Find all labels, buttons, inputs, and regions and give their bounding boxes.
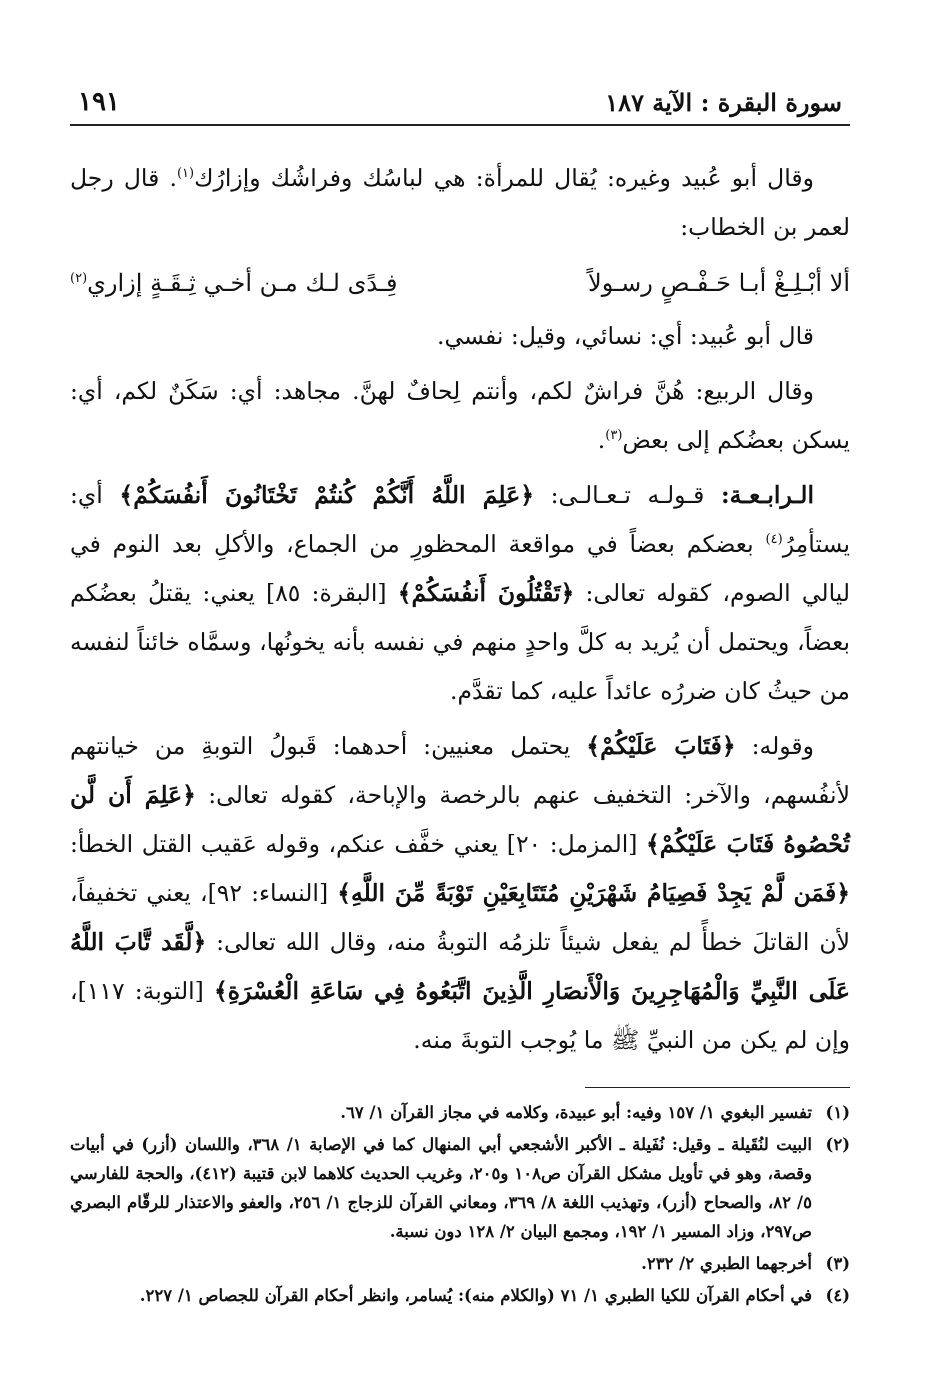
footnote (70, 1130, 850, 1246)
paragraph-4-a: قـولـه تـعـالـى: (550, 481, 705, 509)
paragraph-2 (70, 312, 850, 361)
quran-quote: ﴿لَّقَد تَّابَ اللَّهُ عَلَى النَّبِيِّ وَالْمُهَاجِرِينَ وَالْأَنصَارِ الَّذِينَ اتَّبَعُوهُ فِي سَاعَةِ الْعُسْرَةِ﴾ (70, 928, 850, 1005)
paragraph-4-c: بعضكم بعضاً في مواقعة المحظورِ من الجماع، والأكلِ بعد النوم في ليالي الصوم، كقوله تعالى: (70, 530, 850, 607)
paragraph-1-tail: . قال رجل لعمر بن الخطاب: (70, 164, 850, 241)
verse-second-hemistich: فِـدًى لـك مـن أخـي ثِـقَـةٍ إزاري (87, 269, 398, 297)
footnote-ref-2: (٢) (70, 271, 88, 286)
paragraph-5-c: [المزمل: ٢٠] يعني خفَّف عنكم، وقوله عَقيب القتل الخطأ: (70, 830, 638, 858)
footnote-number: (٣) (825, 1254, 850, 1273)
quran-quote: ﴿عَلِمَ اللَّهُ أَنَّكُمْ كُنتُمْ تَخْتَانُونَ أَنفُسَكُمْ﴾ (119, 481, 535, 509)
paragraph-5 (70, 722, 850, 1065)
book-page (70, 80, 850, 1391)
paragraph-5-a: وقوله: (751, 732, 814, 760)
footnote-number: (٢) (825, 1135, 850, 1154)
footnote (70, 1098, 850, 1127)
footnote-number: (١) (825, 1103, 850, 1122)
paragraph-5-b: يحتمل معنيين: أحدهما: قَبولُ التوبةِ من خيانتهم لأنفُسهم، والآخر: التخفيف عنهم بالرخصة والإباحة، كقوله تعالى: (70, 732, 850, 809)
paragraph-2-text: قال أبو عُبيد: أي: نسائي، وقيل: نفسي. (436, 322, 814, 350)
quran-quote: ﴿تَقْتُلُونَ أَنفُسَكُمْ﴾ (397, 579, 575, 607)
paragraph-4 (70, 471, 850, 716)
quran-quote: ﴿عَلِمَ أَن لَّن تُحْصُوهُ فَتَابَ عَلَيْكُمْ﴾ (70, 781, 850, 858)
footnote-text: في أحكام القرآن للكيا الطبري ١/ ٧١ (والكلام منه): يُسامر، وانظر أحكام القرآن للجصاص ١/ ٢٢٧. (139, 1286, 812, 1305)
paragraph-4-d: [البقرة: ٨٥] يعني: يقتلُ بعضُكم بعضاً، ويحتمل أن يُريد به كلَّ واحدٍ منهم في نفسه بأنه يخونُها، وسمَّاه خائناً لنفسه من حيثُ كان ضررُه عائداً عليه، كما تقدَّم. (70, 579, 850, 705)
footnote (70, 1249, 850, 1278)
paragraph-5-d: [النساء: ٩٢]، يعني تخفيفاً، لأن القاتلَ خطأً لم يفعل شيئاً تلزمُه التوبةُ منه، وقال الله تعالى: (70, 879, 850, 956)
main-text (70, 154, 850, 1065)
paragraph-4-b: أي: يستأمِرُ (70, 481, 850, 558)
footnote-text: أخرجهما الطبري ٢/ ٢٣٢. (641, 1254, 812, 1273)
quran-quote: ﴿فَمَن لَّمْ يَجِدْ فَصِيَامُ شَهْرَيْنِ مُتَتَابِعَيْنِ تَوْبَةً مِّنَ اللَّهِ﴾ (337, 879, 850, 907)
verse-second-hemistich-wrap (70, 258, 398, 308)
running-header (70, 80, 850, 126)
footnote-number: (٤) (825, 1286, 850, 1305)
paragraph-3-tail: . (597, 426, 606, 454)
footnote-ref-3: (٣) (605, 428, 623, 444)
paragraph-1-text: وقال أبو عُبيد وغيره: يُقال للمرأة: هي لباسُك وفراشُك وإزارُك (194, 164, 814, 192)
quran-quote: ﴿فَتَابَ عَلَيْكُمْ﴾ (586, 732, 736, 760)
paragraph-3-text: وقال الربيع: هُنَّ فراشٌ لكم، وأنتم لِحافٌ لهنَّ. مجاهد: أي: سَكَنٌ لكم، أي: يسكن بعضُكم إلى بعض (70, 377, 850, 454)
page-number: ١٩١ (78, 87, 120, 117)
paragraph-5-e: [التوبة: ١١٧]، وإن لم يكن من النبيِّ ﷺ ما يُوجب التوبةَ منه. (70, 977, 850, 1054)
footnote-divider (585, 1087, 850, 1088)
footnote-text: تفسير البغوي ١/ ١٥٧ وفيه: أبو عبيدة، وكلامه في مجاز القرآن ١/ ٦٧. (340, 1103, 812, 1122)
footnote (70, 1281, 850, 1310)
paragraph-1 (70, 154, 850, 252)
footnotes (70, 1098, 850, 1310)
footnote-ref-1: (١) (176, 166, 195, 182)
footnote-text: البيت لنُقَيلة ـ وقيل: نُفَيلة ـ الأكبر الأشجعي أبي المنهال كما في الإصابة ١/ ٣٦٨، واللسان (أزر) في أبيات وقصة، وهو في تأويل مشكل القرآن ص١٠٨ و٢٠٥، وغريب الحديث كلاهما لابن قتيبة (٤١٢)، والحجة للفارسي ٥/ ٨٢، والصحاح (أزر)، وتهذيب اللغة ٨/ ٣٦٩، ومعاني القرآن للزجاج ١/ ٢٥٦، والعفو والاعتذار للرقّام البصري ص٢٩٧، وزاد المسير ١/ ١٩٢، ومجمع البيان ٢/ ١٢٨ دون نسبة. (70, 1135, 813, 1241)
poetry-verse (70, 258, 850, 308)
running-title: سورة البقرة : الآية ١٨٧ (605, 87, 842, 117)
section-lead: الـرابـعـة: (721, 481, 814, 509)
footnote-ref-4: (٤) (765, 532, 783, 548)
verse-first-hemistich: ألا أبْـلِـغْ أبـا حَـفْـصٍ رسـولاً (588, 269, 850, 297)
paragraph-3 (70, 367, 850, 465)
